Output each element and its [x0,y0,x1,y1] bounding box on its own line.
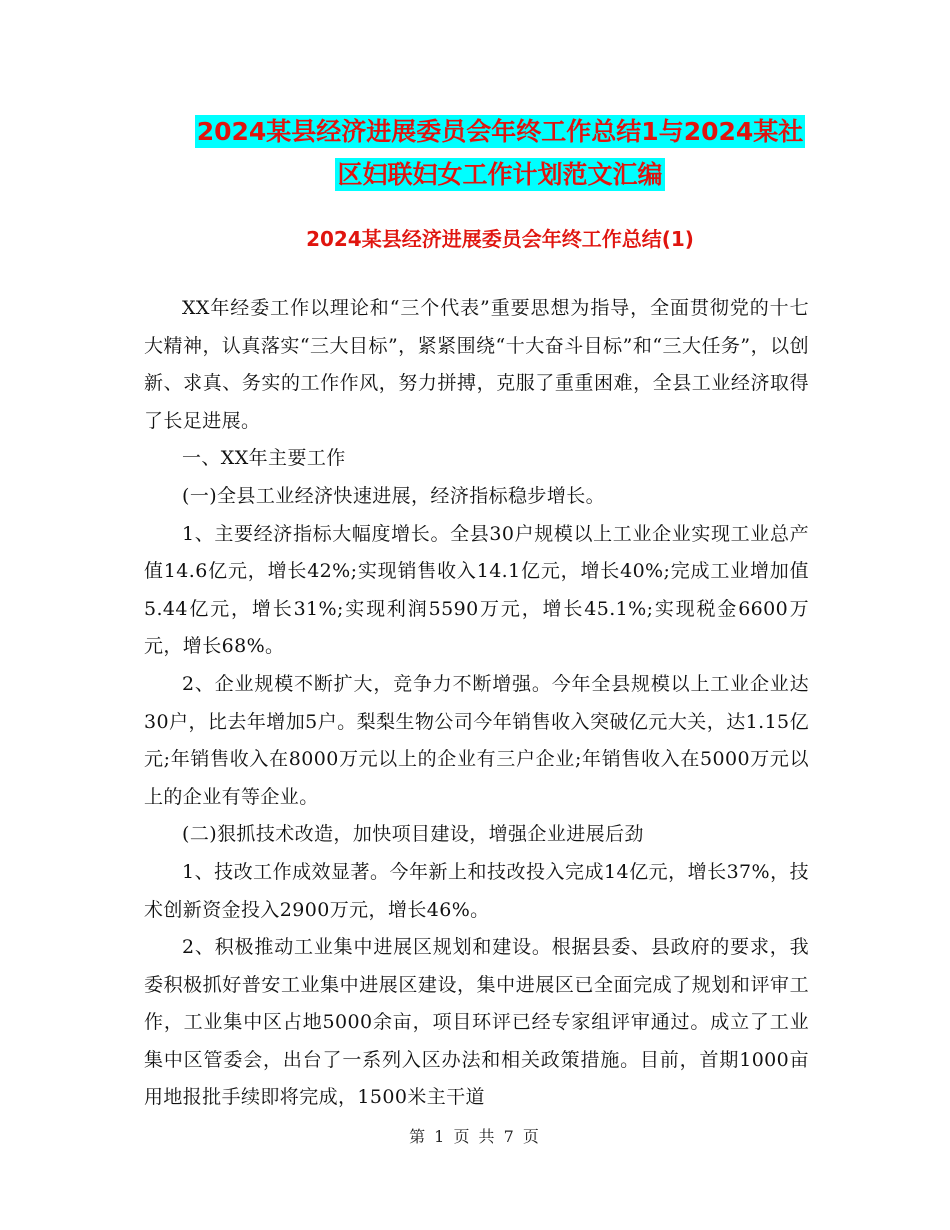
section-heading: 2024某县经济进展委员会年终工作总结(1) [306,227,694,251]
paragraph-tech-upgrade: 1、技改工作成效显著。今年新上和技改投入完成14亿元，增长37%，技术创新资金投入2900万元，增长46%。 [144,860,809,921]
document-title-line-1 [100,110,900,154]
paragraph-intro: XX年经委工作以理论和“三个代表”重要思想为指导，全面贯彻党的十七大精神，认真落实“三大目标”，紧紧围绕“十大奋斗目标”和“三大任务”，以创新、求真、务实的工作作风，努力拼搏，克服了重重困难，全县工业经济取得了长足进展。 [144,297,809,432]
document-title-line-2 [100,153,900,197]
document-title-text-1: 2024某县经济进展委员会年终工作总结1与2024某社 [196,117,804,146]
paragraph-industrial-zone: 2、积极推动工业集中进展区规划和建设。根据县委、县政府的要求，我委积极抓好普安工业集中进展区建设，集中进展区已全面完成了规划和评审工作，工业集中区占地5000余亩，项目环评已经专家组评审通过。成立了工业集中区管委会，出台了一系列入区办法和相关政策措施。目前，首期1000亩用地报批手续即将完成，1500米主干道 [144,936,809,1109]
paragraph-indicators: 1、主要经济指标大幅度增长。全县30户规模以上工业企业实现工业总产值14.6亿元，增长42%;实现销售收入14.1亿元，增长40%;完成工业增加值5.44亿元，增长31%;实现利润5590万元，增长45.1%;实现税金6600万元，增长68%。 [144,522,809,658]
paragraph-enterprise-scale: 2、企业规模不断扩大，竞争力不断增强。今年全县规模以上工业企业达30户，比去年增加5户。梨梨生物公司今年销售收入突破亿元大关，达1.15亿元;年销售收入在8000万元以上的企业有三户企业;年销售收入在5000万元以上的企业有等企业。 [144,672,809,808]
document-title-text-2: 区妇联妇女工作计划范文汇编 [337,160,663,189]
page-footer: 第 1 页 共 7 页 [409,1127,541,1146]
paragraph-subsection-2: (二)狠抓技术改造，加快项目建设，增强企业进展后劲 [182,823,644,846]
paragraph-main-work-heading: 一、XX年主要工作 [182,447,346,470]
document-body [144,290,809,1117]
paragraph-subsection-1: (一)全县工业经济快速进展，经济指标稳步增长。 [182,484,606,507]
